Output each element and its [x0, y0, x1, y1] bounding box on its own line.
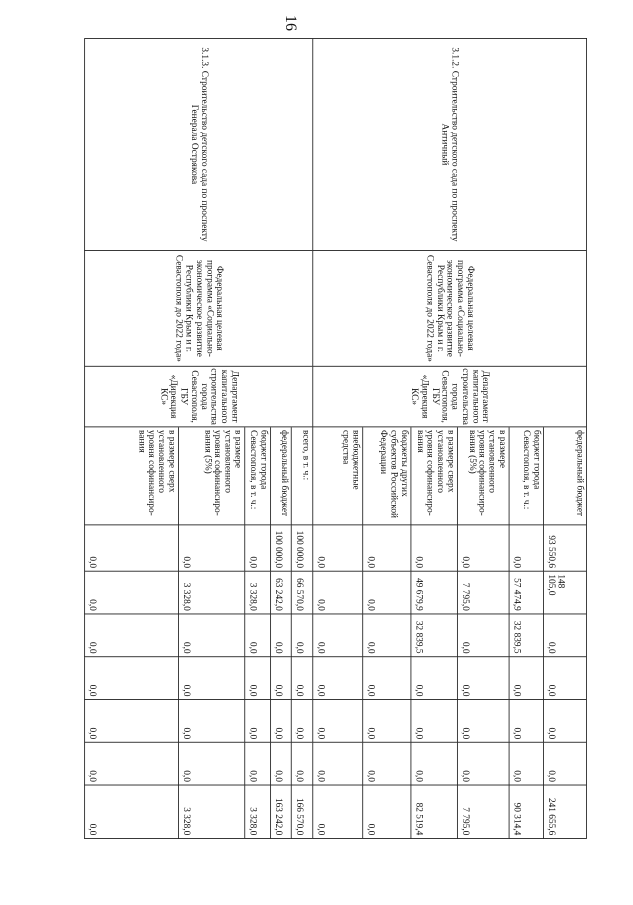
value-cell: 0,0: [410, 700, 456, 743]
value-cell: 0,0: [244, 614, 270, 657]
value-cell: 7 795,0: [457, 572, 509, 615]
source-cell: бюджеты других субъектов Российской Федерации: [362, 427, 410, 525]
source-cell: бюджет города Севастополя, в т. ч.:: [509, 427, 543, 525]
value-cell: 0,0: [543, 657, 586, 700]
value-cell: 0,0: [312, 525, 362, 571]
value-cell: 0,0: [291, 700, 313, 743]
value-cell: 0,0: [543, 700, 586, 743]
value-cell: 0,0: [270, 743, 291, 786]
value-cell: 0,0: [244, 743, 270, 786]
rotated-page: [85, 38, 587, 838]
source-cell: всего, в т. ч.:: [291, 427, 313, 525]
program-cell: Федеральная целевая программа «Социально-экономическое развитие Республики Крым и г. Севастополя до 2022 года»: [312, 251, 586, 367]
value-cell: 0,0: [84, 785, 178, 838]
page-number: 16: [282, 15, 299, 31]
source-cell: федеральный бюджет: [543, 427, 586, 525]
value-cell: 0,0: [543, 614, 586, 657]
value-cell: 0,0: [410, 743, 456, 786]
value-cell: 0,0: [270, 657, 291, 700]
value-cell: 0,0: [244, 700, 270, 743]
source-cell: внебюджетные средства: [312, 427, 362, 525]
value-cell: 0,0: [178, 525, 244, 571]
value-cell: 0,0: [291, 657, 313, 700]
value-cell: 57 474,9: [509, 572, 543, 615]
value-cell: 0,0: [291, 614, 313, 657]
value-cell: 0,0: [312, 785, 362, 838]
value-cell: 0,0: [312, 743, 362, 786]
value-cell: 0,0: [178, 614, 244, 657]
value-cell: 93 550,6: [543, 525, 586, 571]
value-cell: 241 655,6: [543, 785, 586, 838]
value-cell: 0,0: [312, 614, 362, 657]
value-cell: 0,0: [312, 572, 362, 615]
value-cell: 0,0: [84, 572, 178, 615]
value-cell: 63 242,0: [270, 572, 291, 615]
source-cell: в размере установленного уровня софинансиро-вания (5%): [457, 427, 509, 525]
value-cell: 0,0: [457, 614, 509, 657]
value-cell: 0,0: [457, 657, 509, 700]
value-cell: 0,0: [509, 657, 543, 700]
value-cell: 0,0: [178, 700, 244, 743]
value-cell: 0,0: [312, 657, 362, 700]
value-cell: 90 314,4: [509, 785, 543, 838]
value-cell: 0,0: [509, 743, 543, 786]
value-cell: 0,0: [362, 657, 410, 700]
value-cell: 100 000,0: [270, 525, 291, 571]
value-cell: 0,0: [270, 614, 291, 657]
value-cell: 100 000,0: [291, 525, 313, 571]
value-cell: 148 105,0: [543, 572, 586, 615]
value-cell: 3 328,0: [244, 785, 270, 838]
value-cell: 0,0: [457, 700, 509, 743]
value-cell: 0,0: [362, 700, 410, 743]
value-cell: 0,0: [457, 743, 509, 786]
value-cell: 66 570,0: [291, 572, 313, 615]
object-cell: 3.1.2. Строительство детского сада по проспекту Античный: [312, 39, 586, 251]
value-cell: 0,0: [362, 572, 410, 615]
value-cell: 32 839,5: [509, 614, 543, 657]
value-cell: 0,0: [84, 614, 178, 657]
value-cell: 0,0: [312, 700, 362, 743]
value-cell: 0,0: [178, 743, 244, 786]
value-cell: 3 328,0: [178, 572, 244, 615]
source-cell: в размере сверх установленного уровня софинансиро-вания: [410, 427, 456, 525]
value-cell: 3 328,0: [178, 785, 244, 838]
value-cell: 0,0: [84, 525, 178, 571]
value-cell: 0,0: [291, 743, 313, 786]
object-cell: 3.1.3. Строительство детского сада по проспекту Генерала Острякова: [84, 39, 312, 251]
value-cell: 3 328,0: [244, 572, 270, 615]
value-cell: 0,0: [84, 700, 178, 743]
value-cell: 0,0: [509, 700, 543, 743]
value-cell: 0,0: [362, 743, 410, 786]
value-cell: 166 570,0: [291, 785, 313, 838]
value-cell: 0,0: [457, 525, 509, 571]
value-cell: 0,0: [270, 700, 291, 743]
value-cell: 163 242,0: [270, 785, 291, 838]
source-cell: федеральный бюджет: [270, 427, 291, 525]
value-cell: 0,0: [509, 525, 543, 571]
source-cell: в размере сверх установленного уровня софинансиро-вания: [84, 427, 178, 525]
source-cell: бюджет города Севастополя, в т. ч.:: [244, 427, 270, 525]
value-cell: 0,0: [244, 525, 270, 571]
executor-cell: Департамент капитального строительства города Севастополя, ГБУ «Дирекция КС»: [312, 367, 586, 428]
value-cell: 0,0: [362, 525, 410, 571]
value-cell: 0,0: [84, 657, 178, 700]
value-cell: 0,0: [362, 614, 410, 657]
executor-cell: Департамент капитального строительства города Севастополя, ГБУ «Дирекция КС»: [84, 367, 312, 428]
value-cell: 0,0: [543, 743, 586, 786]
value-cell: 0,0: [178, 657, 244, 700]
source-cell: в размере установленного уровня софинансиро-вания (5%): [178, 427, 244, 525]
program-cell: Федеральная целевая программа «Социально-экономическое развитие Республики Крым и г. Севастополя до 2022 года»: [84, 251, 312, 367]
value-cell: 32 839,5: [410, 614, 456, 657]
value-cell: 0,0: [244, 657, 270, 700]
value-cell: 0,0: [410, 657, 456, 700]
value-cell: 0,0: [84, 743, 178, 786]
value-cell: 7 795,0: [457, 785, 509, 838]
budget-table: [84, 38, 587, 839]
value-cell: 0,0: [362, 785, 410, 838]
value-cell: 0,0: [410, 525, 456, 571]
value-cell: 82 519,4: [410, 785, 456, 838]
value-cell: 49 679,9: [410, 572, 456, 615]
